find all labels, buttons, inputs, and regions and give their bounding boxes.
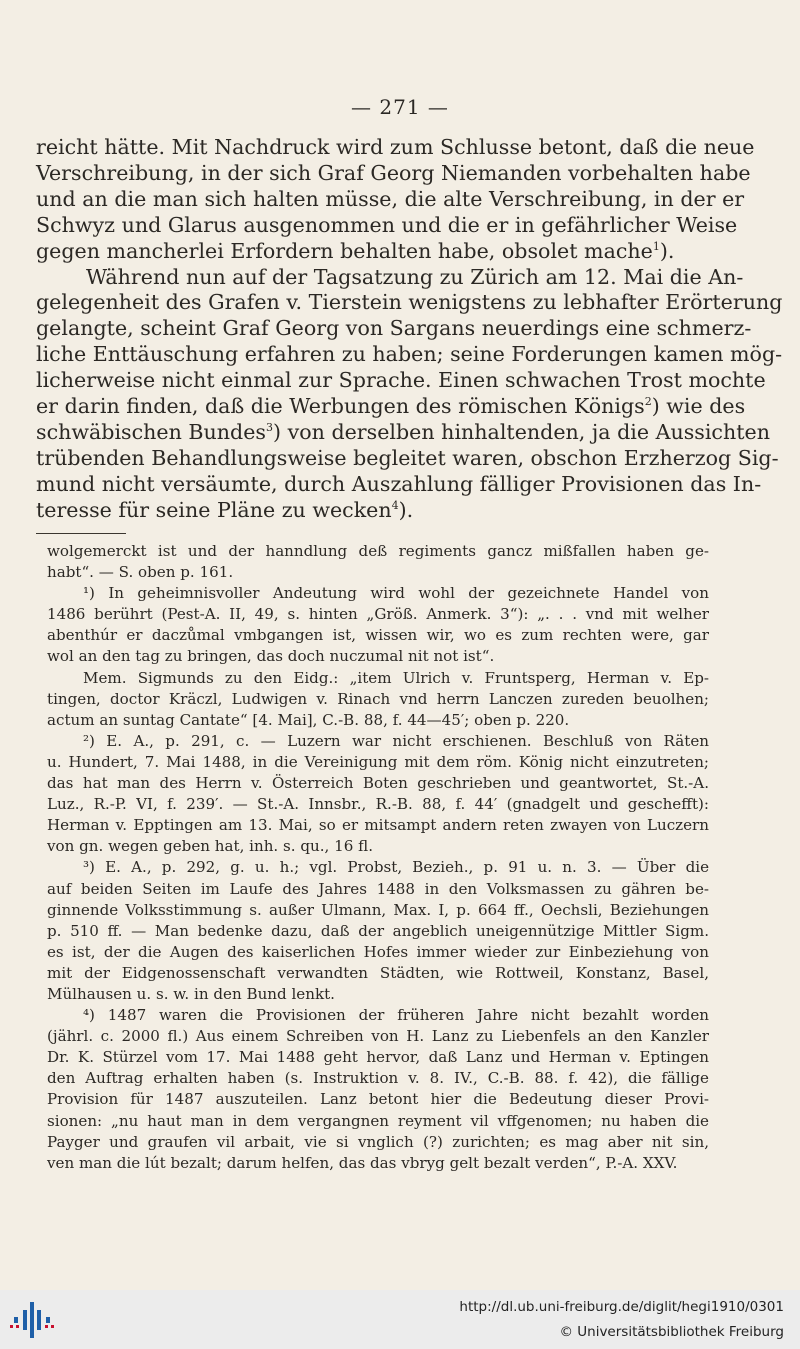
- footnote-line: ¹) In geheimnisvoller Andeutung wird wohl der gezeichnete Handel von: [83, 584, 709, 603]
- body-text-line: gegen mancherlei Erfordern behalten habe, obsolet mache$^1$).: [36, 238, 675, 263]
- body-text-line: schwäbischen Bundes$^3$) von derselben hinhaltenden, ja die Aussichten: [36, 419, 770, 444]
- footnote-line: Luz., R.-P. VI, f. 239′. — St.-A. Innsbr., R.-B. 88, f. 44′ (gnadgelt und geschefft):: [47, 795, 709, 814]
- footnote-line: von gn. wegen geben hat, inh. s. qu., 16 fl.: [47, 837, 374, 856]
- footnote-line: das hat man des Herrn v. Österreich Boten geschrieben und geantwortet, St.-A.: [47, 774, 709, 793]
- footnote-line: ³) E. A., p. 292, g. u. h.; vgl. Probst, Bezieh., p. 91 u. n. 3. — Über die: [83, 858, 709, 877]
- footnote-line: ginnende Volksstimmung s. außer Ulmann, Max. I, p. 664 ff., Oechsli, Beziehungen: [47, 900, 709, 919]
- footnote-line: Mem. Sigmunds zu den Eidg.: „item Ulrich v. Fruntsperg, Herman v. Ep-: [83, 668, 709, 687]
- footnote-line: Dr. K. Stürzel vom 17. Mai 1488 geht hervor, daß Lanz und Herman v. Eptingen: [47, 1048, 709, 1067]
- footnote-line: abenthúr er daczůmal vmbgangen ist, wissen wir, wo es zum rechten were, gar: [47, 626, 709, 645]
- footnote-separator: [36, 533, 126, 534]
- footnote-line: sionen: „nu haut man in dem vergangnen reyment vil vffgenomen; nu haben die: [47, 1111, 709, 1130]
- footnote-line: (jährl. c. 2000 fl.) Aus einem Schreiben von H. Lanz zu Liebenfels an den Kanzler: [47, 1027, 709, 1046]
- permalink-url[interactable]: http://dl.ub.uni-freiburg.de/diglit/hegi1910/0301: [459, 1299, 784, 1315]
- body-text-line: teresse für seine Pläne zu wecken$^4$).: [36, 497, 414, 522]
- footnote-line: p. 510 ff. — Man bedenke dazu, daß der angeblich uneigennützige Mittler Sigm.: [47, 921, 709, 940]
- body-text-line: er darin finden, daß die Werbungen des römischen Königs$^2$) wie des: [36, 394, 746, 419]
- footnote-marker: 3: [266, 421, 274, 435]
- footnote-line: Mülhausen u. s. w. in den Bund lenkt.: [47, 984, 335, 1003]
- page-number: — 271 —: [351, 95, 449, 119]
- body-text-line: reicht hätte. Mit Nachdruck wird zum Schlusse betont, daß die neue: [36, 135, 755, 159]
- footnote-line: wol an den tag zu bringen, das doch nuczumal nit not ist“.: [47, 647, 495, 666]
- footnote-line: Provision für 1487 auszuteilen. Lanz betont hier die Bedeutung dieser Provi-: [47, 1090, 709, 1109]
- footnote-line: ²) E. A., p. 291, c. — Luzern war nicht erschienen. Beschluß von Räten: [83, 731, 709, 750]
- footnote-line: 1486 berührt (Pest-A. II, 49, s. hinten „Größ. Anmerk. 3“): „. . . vnd mit welher: [47, 605, 709, 624]
- body-text-line: liche Enttäuschung erfahren zu haben; seine Forderungen kamen mög-: [36, 342, 783, 367]
- footnote-line: actum an suntag Cantate“ [4. Mai], C.-B. 88, f. 44—45′; oben p. 220.: [47, 710, 570, 729]
- footnote-marker: 1: [652, 239, 660, 253]
- body-text-line: Verschreibung, in der sich Graf Georg Niemanden vorbehalten habe: [36, 160, 751, 185]
- body-text-line: licherweise nicht einmal zur Sprache. Einen schwachen Trost mochte: [36, 368, 766, 393]
- footnote-line: wolgemerckt ist und der hanndlung deß regiments gancz mißfallen haben ge-: [47, 542, 709, 560]
- body-text-line: mund nicht versäumte, durch Auszahlung fälliger Provisionen das In-: [36, 471, 762, 496]
- body-text-line: gelegenheit des Grafen v. Tierstein wenigstens zu lebhafter Erörterung: [36, 290, 783, 315]
- footnote-line: ⁴) 1487 waren die Provisionen der früheren Jahre nicht bezahlt worden: [83, 1006, 709, 1025]
- body-text-line: und an die man sich halten müsse, die alte Verschreibung, in der er: [36, 186, 745, 211]
- footnote-line: den Auftrag erhalten haben (s. Instruktion v. 8. IV., C.-B. 88. f. 42), die fällige: [47, 1069, 709, 1088]
- footnote-line: u. Hundert, 7. Mai 1488, in die Vereinigung mit dem röm. König nicht einzutreten;: [47, 752, 709, 771]
- ub-freiburg-logo-icon: [10, 1302, 54, 1338]
- footnote-line: Herman v. Epptingen am 13. Mai, so er mitsampt andern reten zwayen von Luczern: [47, 816, 709, 835]
- footnote-marker: 2: [644, 395, 652, 409]
- footnote-line: es ist, der die Augen des kaiserlichen Hofes immer wieder zur Einbeziehung von: [47, 942, 709, 961]
- footnote-line: ven man die lút bezalt; darum helfen, das das vbryg gelt bezalt verden“, P.-A. XXV.: [47, 1153, 678, 1172]
- body-text-line: Während nun auf der Tagsatzung zu Zürich am 12. Mai die An-: [86, 264, 744, 289]
- viewer-footer: [0, 1290, 800, 1349]
- body-text-line: gelangte, scheint Graf Georg von Sargans neuerdings eine schmerz-: [36, 316, 752, 341]
- body-text-line: Schwyz und Glarus ausgenommen und die er in gefährlicher Weise: [36, 212, 738, 237]
- footnote-line: habt“. — S. oben p. 161.: [47, 563, 234, 582]
- main-text: [36, 135, 783, 524]
- footnote-line: auf beiden Seiten im Laufe des Jahres 1488 in den Volksmassen zu gähren be-: [47, 879, 709, 898]
- footnote-line: mit der Eidgenossenschaft verwandten Städten, wie Rottweil, Konstanz, Basel,: [47, 963, 709, 982]
- footnote-line: Payger und graufen vil arbait, vie si vnglich (?) zurichten; es mag aber nit sin,: [47, 1132, 709, 1151]
- footnote-line: tingen, doctor Kräczl, Ludwigen v. Rinach vnd herrn Lanczen zureden beuolhen;: [47, 689, 709, 708]
- footnote-marker: 4: [391, 498, 399, 512]
- footnotes: [47, 541, 709, 1174]
- body-text-line: trübenden Behandlungsweise begleitet waren, obschon Erzherzog Sig-: [36, 445, 779, 470]
- copyright-notice: © Universitätsbibliothek Freiburg: [559, 1324, 784, 1340]
